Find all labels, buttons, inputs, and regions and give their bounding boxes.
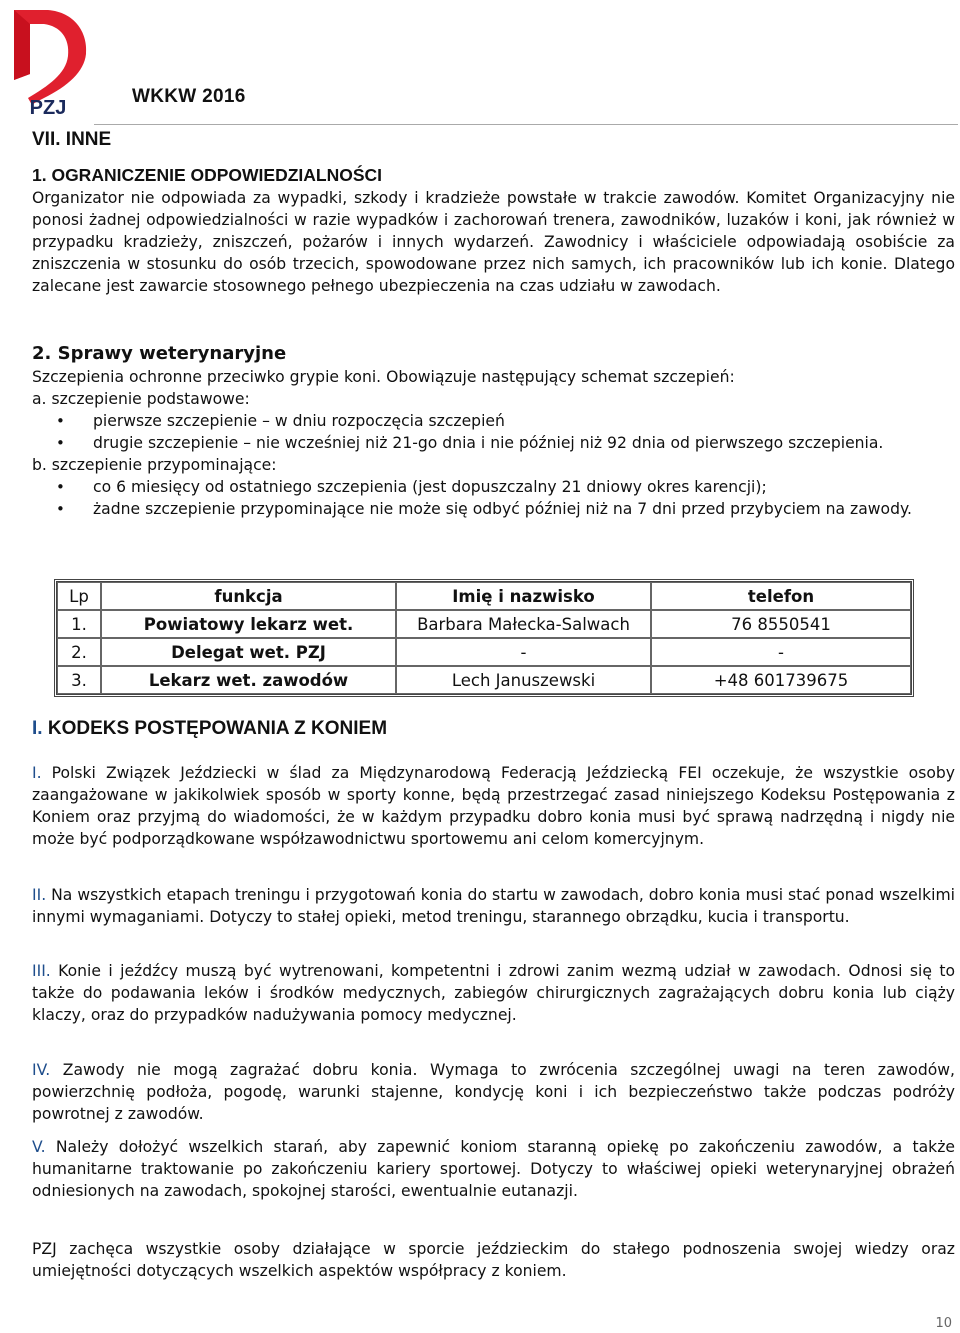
code-paragraph: [32, 884, 955, 928]
pzj-logo-mark: [8, 6, 92, 118]
paragraph-text: Należy dołożyć wszelkich starań, aby zapewnić koniom staranną opiekę po zakończeniu zawodów, a także humanitarne traktowanie po zakończeniu kariery sportowej. Dotyczy to właściwej opieki weterynaryjnej obrażeń odniesionych na zawodach, spokojnej starości, ewentualnie eutanazji.: [32, 1138, 955, 1200]
booster-vaccination-label: b. szczepienie przypominające:: [32, 456, 277, 474]
section-title: VII. INNE: [32, 129, 112, 150]
paragraph-number: II.: [32, 886, 47, 904]
header-divider: [94, 124, 958, 125]
liability-text: Organizator nie odpowiada za wypadki, szkody i kradzieże powstałe w trakcie zawodów. Komitet Organizacyjny nie ponosi żadnej odpowiedzialności w razie wypadków i zachorowań trenera, zawodników, luzaków i koni, jak również w przypadku kradzieży, zniszczeń, pożarów i innych wydarzeń. Zawodnicy i właściciele odpowiadają osobiście za zniszczenia w stosunku do osób trzecich, spowodowane przez nich samych, ich pracowników lub ich konie. Dlatego zalecane jest zawarcie stosownego pełnego ubezpieczenia na czas udziału w zawodach.: [32, 189, 955, 295]
liability-section: [32, 163, 955, 297]
code-paragraph: [32, 1059, 955, 1125]
list-item: • drugie szczepienie – nie wcześniej niż 21-go dnia i nie później niż 92 dnia od pierwszego szczepienia.: [32, 432, 955, 454]
veterinary-contacts-table: [54, 579, 914, 697]
table-cell: -: [651, 638, 911, 666]
paragraph-text: Konie i jeźdźcy muszą być wytrenowani, kompetentni i zdrowi zanim wezmą udział w zawodach. Odnosi się to także do podawania leków i środków medycznych, zabiegów chirurgicznych zagrażających dobru konia lub ciąży klaczy, oraz do przypadków nadużywania pomocy medycznej.: [32, 962, 955, 1024]
paragraph-text: Zawody nie mogą zagrażać dobru konia. Wymaga to zwrócenia szczególnej uwagi na teren zawodów, powierzchnię podłoża, pogodę, warunki stajenne, kondycję koni i ich bezpieczeństwo także podczas podróży powrotnej z zawodów.: [32, 1061, 955, 1123]
list-item: • co 6 miesięcy od ostatniego szczepienia (jest dopuszczalny 21 dniowy okres karencji);: [32, 476, 955, 498]
booster-vaccination-list: [32, 476, 955, 520]
basic-vaccination-label: a. szczepienie podstawowe:: [32, 390, 250, 408]
list-item: • żadne szczepienie przypominające nie może się odbyć później niż na 7 dni przed przybyciem na zawody.: [32, 498, 955, 520]
list-item: • pierwsze szczepienie – w dniu rozpoczęcia szczepień: [32, 410, 955, 432]
code-paragraph: [32, 1136, 955, 1202]
table-cell: Lech Januszewski: [396, 666, 651, 694]
veterinary-intro: Szczepienia ochronne przeciwko grypie koni. Obowiązuje następujący schemat szczepień:: [32, 368, 735, 386]
table-cell: Barbara Małecka-Salwach: [396, 610, 651, 638]
paragraph-number: IV.: [32, 1061, 51, 1079]
code-paragraph: [32, 960, 955, 1026]
column-header-phone: telefon: [651, 582, 911, 610]
veterinary-section: [32, 342, 955, 520]
table-cell: 2.: [57, 638, 101, 666]
basic-vaccination-list: [32, 410, 955, 454]
veterinary-heading: 2. Sprawy weterynaryjne: [32, 343, 287, 364]
paragraph-text: Na wszystkich etapach treningu i przygotowań konia do startu w zawodach, dobro konia musi stać ponad wszelkimi innymi wymaganiami. Dotyczy to stałej opieki, metod treningu, starannego obrządku, kucia i transportu.: [32, 886, 955, 926]
paragraph-number: V.: [32, 1138, 46, 1156]
code-heading-number: I.: [32, 718, 43, 739]
table-row: [57, 666, 911, 694]
code-paragraph: [32, 762, 955, 850]
column-header-name: Imię i nazwisko: [396, 582, 651, 610]
closing-paragraph: PZJ zachęca wszystkie osoby działające w sporcie jeździeckim do stałego podnoszenia swojej wiedzy oraz umiejętności dotyczących wszelkich aspektów współpracy z koniem.: [32, 1240, 955, 1280]
pzj-logo: [8, 6, 92, 118]
column-header-lp: Lp: [57, 582, 101, 610]
table-cell: 3.: [57, 666, 101, 694]
table-cell: Delegat wet. PZJ: [101, 638, 396, 666]
table-cell: +48 601739675: [651, 666, 911, 694]
code-of-conduct-heading: [32, 718, 387, 740]
page-number: 10: [935, 1316, 952, 1331]
document-header-title: WKKW 2016: [132, 86, 246, 107]
code-heading-title: KODEKS POSTĘPOWANIA Z KONIEM: [47, 718, 388, 739]
table-cell: 1.: [57, 610, 101, 638]
table-row: [57, 638, 911, 666]
paragraph-number: III.: [32, 962, 51, 980]
table-header-row: [57, 582, 911, 610]
table-cell: -: [396, 638, 651, 666]
column-header-function: funkcja: [101, 582, 396, 610]
table-cell: 76 8550541: [651, 610, 911, 638]
logo-text: PZJ: [29, 97, 67, 118]
liability-heading: 1. OGRANICZENIE ODPOWIEDZIALNOŚCI: [32, 165, 383, 185]
table-row: [57, 610, 911, 638]
paragraph-text: Polski Związek Jeździecki w ślad za Międzynarodową Federacją Jeździecką FEI oczekuje, że wszystkie osoby zaangażowane w jakikolwiek sposób w sporty konne, będą przestrzegać zasad niniejszego Kodeksu Postępowania z Koniem oraz przyjmą do wiadomości, że w każdym przypadku dobro konia musi być sprawą nadrzędną i nigdy nie może być podporządkowane współzawodnictwu sportowemu ani celom komercyjnym.: [32, 764, 955, 848]
table-cell: Powiatowy lekarz wet.: [101, 610, 396, 638]
paragraph-number: I.: [32, 764, 42, 782]
table-cell: Lekarz wet. zawodów: [101, 666, 396, 694]
